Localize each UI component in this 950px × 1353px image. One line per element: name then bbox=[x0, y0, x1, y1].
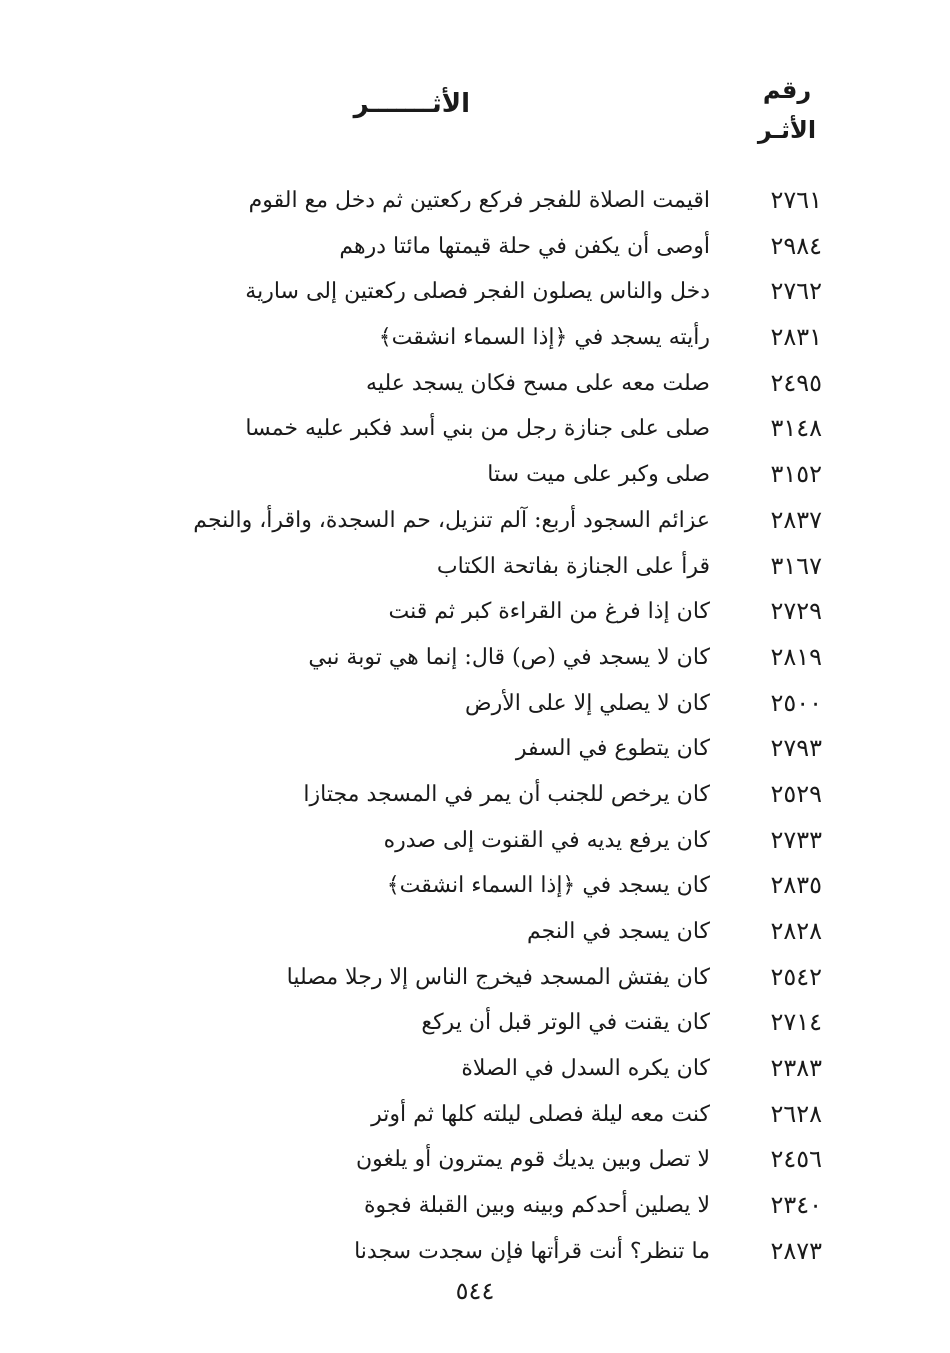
list-item bbox=[0, 681, 950, 727]
list-item bbox=[0, 589, 950, 635]
athar-number: ٢٦٢٨ bbox=[770, 1099, 822, 1128]
index-list bbox=[0, 178, 950, 1275]
athar-number: ٢٥٠٠ bbox=[770, 688, 822, 717]
athar-text: كان لا يصلي إلا على الأرض bbox=[465, 690, 710, 716]
list-item bbox=[0, 1137, 950, 1183]
athar-number: ٢٨٣٥ bbox=[770, 871, 822, 900]
athar-text: كان يفتش المسجد فيخرج الناس إلا رجلا مصليا bbox=[286, 964, 710, 990]
athar-number: ٢٧٦١ bbox=[770, 186, 822, 214]
list-item bbox=[0, 224, 950, 270]
athar-number: ٢٣٨٣ bbox=[770, 1054, 822, 1083]
athar-number: ٢٧٢٩ bbox=[770, 597, 822, 626]
athar-text: صلى على جنازة رجل من بني أسد فكبر عليه خمسا bbox=[245, 416, 710, 442]
list-item bbox=[0, 863, 950, 909]
athar-text: كان يتطوع في السفر bbox=[515, 736, 710, 762]
list-item bbox=[0, 269, 950, 315]
list-item bbox=[0, 726, 950, 772]
athar-text: كان يرخص للجنب أن يمر في المسجد مجتازا bbox=[303, 781, 710, 807]
athar-text: كان إذا فرغ من القراءة كبر ثم قنت bbox=[388, 599, 710, 625]
athar-text: أوصى أن يكفن في حلة قيمتها مائتا درهم bbox=[339, 233, 710, 259]
athar-number: ٢٨٢٨ bbox=[770, 917, 822, 945]
athar-text: اقيمت الصلاة للفجر فركع ركعتين ثم دخل مع القوم bbox=[248, 188, 710, 213]
athar-text: لا يصلين أحدكم وبينه وبين القبلة فجوة bbox=[364, 1193, 710, 1219]
list-item bbox=[0, 1183, 950, 1229]
athar-text: صلى وكبر على ميت ستا bbox=[487, 462, 710, 488]
athar-text: ما تنظر؟ أنت قرأتها فإن سجدت سجدنا bbox=[354, 1238, 710, 1264]
list-item bbox=[0, 315, 950, 361]
athar-text: كان يسجد في ﴿إذا السماء انشقت﴾ bbox=[386, 873, 710, 899]
list-item bbox=[0, 818, 950, 864]
athar-number: ٢٧١٤ bbox=[770, 1008, 822, 1037]
athar-text: دخل والناس يصلون الفجر فصلى ركعتين إلى سارية bbox=[245, 279, 710, 305]
list-item bbox=[0, 498, 950, 544]
list-item bbox=[0, 178, 950, 224]
athar-text: عزائم السجود أربع: آلم تنزيل، حم السجدة، واقرأ، والنجم bbox=[193, 507, 710, 533]
athar-number: ٢٧٣٣ bbox=[770, 825, 822, 854]
athar-text: قرأ على الجنازة بفاتحة الكتاب bbox=[436, 553, 710, 579]
list-item bbox=[0, 635, 950, 681]
number-header-line1: رقم bbox=[762, 76, 812, 104]
athar-number: ٢٨٣١ bbox=[770, 323, 822, 352]
athar-text: لا تصل وبين يديك قوم يمترون أو يلغون bbox=[355, 1147, 710, 1173]
athar-text: كان يكره السدل في الصلاة bbox=[461, 1056, 710, 1082]
athar-number: ٣١٥٢ bbox=[770, 460, 822, 489]
number-column-header bbox=[752, 70, 822, 150]
number-header-line2: الأثـر bbox=[757, 116, 817, 144]
list-item bbox=[0, 1000, 950, 1046]
list-item bbox=[0, 1092, 950, 1138]
athar-text: كان يرفع يديه في القنوت إلى صدره bbox=[383, 827, 710, 853]
list-item bbox=[0, 1229, 950, 1275]
athar-number: ٣١٦٧ bbox=[770, 551, 822, 580]
athar-number: ٢٤٩٥ bbox=[770, 368, 822, 397]
list-item bbox=[0, 772, 950, 818]
athar-number: ٢٤٥٦ bbox=[770, 1145, 822, 1174]
athar-number: ٣١٤٨ bbox=[770, 414, 822, 443]
text-column-header: الأثـــــــر bbox=[353, 89, 470, 119]
list-item bbox=[0, 909, 950, 955]
athar-text: كان يسجد في النجم bbox=[527, 919, 710, 944]
athar-text: كان يقنت في الوتر قبل أن يركع bbox=[421, 1010, 710, 1036]
list-item bbox=[0, 1046, 950, 1092]
athar-number: ٢٧٦٢ bbox=[770, 277, 822, 306]
list-item bbox=[0, 361, 950, 407]
athar-text: صلت معه على مسح فكان يسجد عليه bbox=[366, 370, 710, 396]
athar-number: ٢٥٤٢ bbox=[770, 962, 822, 991]
list-item bbox=[0, 452, 950, 498]
athar-number: ٢٨٧٣ bbox=[770, 1236, 822, 1265]
list-item bbox=[0, 544, 950, 590]
list-item bbox=[0, 955, 950, 1001]
athar-number: ٢٩٨٤ bbox=[770, 231, 822, 260]
athar-number: ٢٨٣٧ bbox=[770, 505, 822, 534]
athar-number: ٢٨١٩ bbox=[770, 642, 822, 671]
athar-number: ٢٣٤٠ bbox=[770, 1191, 822, 1220]
athar-text: رأيته يسجد في ﴿إذا السماء انشقت﴾ bbox=[378, 325, 710, 351]
page-number: ٥٤٤ bbox=[455, 1277, 495, 1305]
list-item bbox=[0, 406, 950, 452]
athar-text: كنت معه ليلة فصلى ليلته كلها ثم أوتر bbox=[371, 1101, 710, 1127]
athar-number: ٢٥٢٩ bbox=[770, 779, 822, 808]
athar-number: ٢٧٩٣ bbox=[770, 734, 822, 763]
athar-text: كان لا يسجد في (ص) قال: إنما هي توبة نبي bbox=[308, 644, 710, 670]
